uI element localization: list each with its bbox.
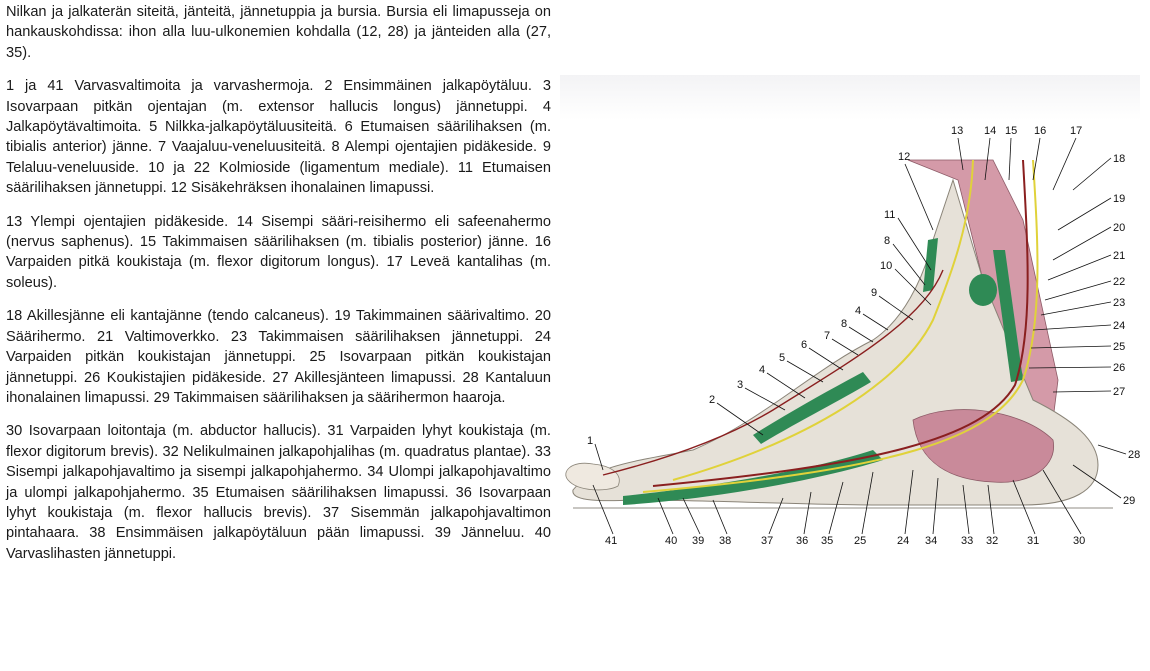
svg-text:2: 2 bbox=[709, 394, 716, 406]
svg-text:8: 8 bbox=[841, 318, 848, 330]
svg-text:11: 11 bbox=[884, 209, 896, 221]
legend-paragraph-1: 1 ja 41 Varvasvaltimoita ja varvashermoja. 2 Ensimmäinen jalkapöytäluu. 3 Isovarpaan pitkän ojentajan (m. extensor hallucis longus) jännetuppi. 4 Jalkapöytävaltimoita. 5 Nilkka-jalkapöytäluusiteitä. 6 Etumaisen säärilihaksen (m. tibialis anterior) jänne. 7 Vaajaluu-veneluusiteitä. 8 Alempi ojentajien pidäkeside. 9 Telaluu-veneluuside. 10 ja 22 Kolmioside (ligamentum mediale). 11 Etumaisen säärilihaksen jännetuppi. 12 Sisäkehräksen ihonalainen limapussi. bbox=[6, 78, 551, 197]
label-27 bbox=[1053, 386, 1125, 398]
svg-text:18: 18 bbox=[1113, 153, 1126, 165]
svg-text:24: 24 bbox=[897, 535, 910, 547]
svg-text:4: 4 bbox=[759, 364, 766, 376]
label-15 bbox=[1005, 125, 1017, 180]
legend-paragraph-2: 13 Ylempi ojentajien pidäkeside. 14 Sisempi sääri-reisihermo eli safeenahermo (nervus saphenus). 15 Takimmaisen säärilihaksen (m. tibialis posterior) jänne. 16 Varpaiden pitkä koukistaja (m. flexor digitorum longus). 17 Leveä kantalihas (m. soleus). bbox=[6, 213, 551, 291]
svg-text:10: 10 bbox=[880, 260, 893, 272]
legend-paragraph-4: 30 Isovarpaan loitontaja (m. abductor hallucis). 31 Varpaiden lyhyt koukistaja (m. flexor digitorum brevis). 32 Nelikulmainen jalkapohjalihas (m. quadratus plantae). 33 Sisempi jalkapohjavaltimo ja sisempi jalkapohjahermo. 34 Ulompi jalkapohjavaltimo ja ulompi jalkapohjahermo. 35 Etumaisen säärilihaksen limapussi. 36 Isovarpaan lyhyt koukistaja (m. flexor hallucis brevis). 37 Sisemmän jalkapohjavaltimon pintahaara. 38 Ensimmäisen jalkapöytäluun pään limapussi. 39 Jänneluu. 40 Varvaslihasten jännetuppi. bbox=[6, 423, 551, 562]
label-8-lower bbox=[841, 318, 873, 342]
svg-text:17: 17 bbox=[1070, 125, 1083, 137]
label-38 bbox=[713, 500, 731, 547]
svg-text:39: 39 bbox=[692, 535, 705, 547]
svg-text:13: 13 bbox=[951, 125, 964, 137]
svg-text:36: 36 bbox=[796, 535, 809, 547]
svg-text:25: 25 bbox=[854, 535, 867, 547]
svg-text:6: 6 bbox=[801, 339, 808, 351]
svg-text:12: 12 bbox=[898, 151, 911, 163]
svg-text:26: 26 bbox=[1113, 362, 1126, 374]
label-40 bbox=[658, 498, 677, 547]
svg-text:15: 15 bbox=[1005, 125, 1018, 137]
bursa-medial bbox=[969, 274, 997, 306]
svg-text:5: 5 bbox=[779, 352, 786, 364]
svg-text:9: 9 bbox=[871, 287, 878, 299]
label-18 bbox=[1073, 153, 1125, 190]
svg-text:40: 40 bbox=[665, 535, 678, 547]
svg-text:31: 31 bbox=[1027, 535, 1040, 547]
svg-text:41: 41 bbox=[605, 535, 618, 547]
svg-text:23: 23 bbox=[1113, 297, 1126, 309]
svg-text:30: 30 bbox=[1073, 535, 1086, 547]
svg-text:19: 19 bbox=[1113, 193, 1126, 205]
label-37 bbox=[761, 498, 783, 547]
label-16 bbox=[1033, 125, 1046, 180]
svg-text:3: 3 bbox=[737, 379, 744, 391]
svg-text:20: 20 bbox=[1113, 222, 1126, 234]
svg-text:8: 8 bbox=[884, 235, 891, 247]
label-17 bbox=[1053, 125, 1082, 190]
foot-illustration bbox=[553, 120, 1150, 668]
svg-text:4: 4 bbox=[855, 305, 862, 317]
label-28 bbox=[1098, 445, 1140, 461]
label-39 bbox=[683, 498, 704, 547]
background-bleed bbox=[560, 75, 1140, 120]
label-23 bbox=[1041, 297, 1125, 315]
svg-text:24: 24 bbox=[1113, 320, 1126, 332]
intro-paragraph: Nilkan ja jalkaterän siteitä, jänteitä, jännetuppia ja bursia. Bursia eli limapusseja on hankauskohdissa: ihon alla luu-ulkonemien kohdalla (12, 28) ja jänteiden alla (27, 35). bbox=[6, 4, 551, 61]
caption-text bbox=[6, 2, 551, 577]
svg-text:16: 16 bbox=[1034, 125, 1047, 137]
svg-text:37: 37 bbox=[761, 535, 774, 547]
label-4-upper bbox=[855, 305, 888, 330]
svg-text:25: 25 bbox=[1113, 341, 1126, 353]
svg-text:1: 1 bbox=[587, 435, 594, 447]
svg-text:14: 14 bbox=[984, 125, 997, 137]
svg-text:27: 27 bbox=[1113, 386, 1126, 398]
foot-anatomy-figure bbox=[553, 120, 1150, 668]
svg-text:29: 29 bbox=[1123, 495, 1136, 507]
legend-paragraph-3: 18 Akillesjänne eli kantajänne (tendo calcaneus). 19 Takimmainen säärivaltimo. 20 Säärihermo. 21 Valtimoverkko. 23 Takimmaisen säärilihaksen jännetuppi. 24 Varpaiden pitkän koukistajan jännetuppi. 25 Isovarpaan pitkän koukistajan jännetuppi. 26 Koukistajien pidäkeside. 27 Akillesjänteen limapussi. 28 Kantaluun ihonalainen limapussi. 29 Takimmaisen säärilihaksen ja säärihermon haaroja. bbox=[6, 308, 551, 406]
svg-text:28: 28 bbox=[1128, 449, 1141, 461]
svg-text:32: 32 bbox=[986, 535, 999, 547]
svg-text:21: 21 bbox=[1113, 250, 1126, 262]
svg-text:38: 38 bbox=[719, 535, 732, 547]
svg-text:22: 22 bbox=[1113, 276, 1126, 288]
svg-text:7: 7 bbox=[824, 330, 831, 342]
svg-text:35: 35 bbox=[821, 535, 834, 547]
svg-text:33: 33 bbox=[961, 535, 974, 547]
svg-text:34: 34 bbox=[925, 535, 938, 547]
